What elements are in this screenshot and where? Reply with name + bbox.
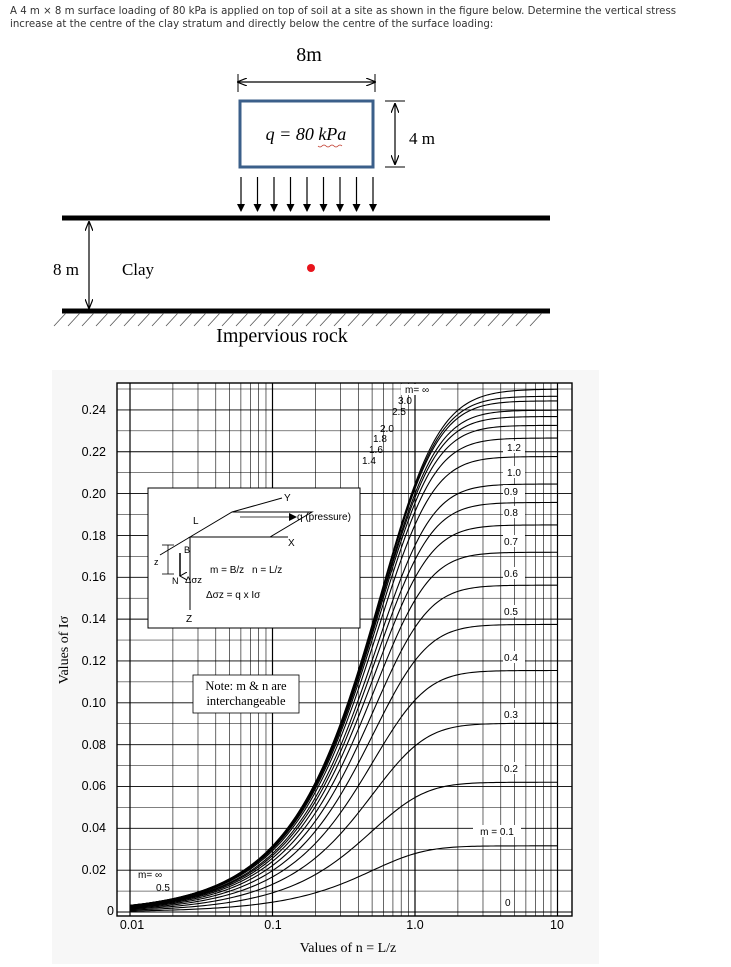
y-tick-label: 0 xyxy=(107,904,114,918)
hatch-line xyxy=(110,313,122,326)
hatch-line xyxy=(390,313,402,326)
y-tick-label: 0.10 xyxy=(81,696,106,710)
inset-pressure-label: q (pressure) xyxy=(297,512,351,523)
hatch-line xyxy=(530,313,542,326)
y-tick-label: 0.04 xyxy=(81,821,106,835)
inset-diagram xyxy=(148,488,360,628)
y-tick-label: 0.22 xyxy=(81,445,106,459)
stress-point-dot xyxy=(307,264,315,272)
curve-label: 1.8 xyxy=(373,434,387,445)
inset-point-label: N xyxy=(172,576,179,586)
depth-label: 4 m xyxy=(409,129,435,148)
hatch-line xyxy=(502,313,514,326)
inset-formula-stress: Δσz = q x Iσ xyxy=(206,590,261,601)
inset-formula-m: m = B/z xyxy=(210,565,245,576)
inset-depth-label: z xyxy=(154,557,159,567)
inset-stress-label: Δσz xyxy=(185,575,202,586)
x-tick-label: 10 xyxy=(550,918,564,932)
hatch-line xyxy=(488,313,500,326)
hatch-line xyxy=(124,313,136,326)
y-tick-label: 0.18 xyxy=(81,529,106,543)
hatch-line xyxy=(348,313,360,326)
hatch-line xyxy=(432,313,444,326)
width-label: 8m xyxy=(296,44,322,66)
hatch-line xyxy=(516,313,528,326)
curve-label: 0.2 xyxy=(504,764,518,775)
curve-label: 0.3 xyxy=(504,710,518,721)
rock-label: Impervious rock xyxy=(216,325,348,347)
hatch-line xyxy=(418,313,430,326)
hatch-line xyxy=(166,313,178,326)
curve-label: 1.2 xyxy=(507,443,521,454)
curve-label: 0.4 xyxy=(504,653,518,664)
y-tick-label: 0.24 xyxy=(81,403,106,417)
curve-label: 0.5 xyxy=(504,607,518,618)
curve-label: 0.5 xyxy=(156,883,170,894)
y-axis-title: Values of Iσ xyxy=(57,615,72,685)
y-tick-label: 0.14 xyxy=(81,612,106,626)
hatch-line xyxy=(54,313,66,326)
hatch-line xyxy=(460,313,472,326)
hatch-line xyxy=(68,313,80,326)
curve-label: 0.6 xyxy=(504,569,518,580)
influence-chart xyxy=(52,370,599,964)
hatch-line xyxy=(96,313,108,326)
hatch-line xyxy=(404,313,416,326)
clay-thickness-label: 8 m xyxy=(53,260,79,279)
note-line-2: interchangeable xyxy=(206,694,286,708)
inset-x-label: X xyxy=(288,538,295,549)
hatch-line xyxy=(180,313,192,326)
curve-label: 3.0 xyxy=(398,396,412,407)
hatch-line xyxy=(362,313,374,326)
inset-b-label: B xyxy=(184,545,191,555)
x-tick-label: 0.01 xyxy=(119,918,145,932)
y-tick-label: 0.20 xyxy=(81,487,106,501)
x-tick-label: 0.1 xyxy=(264,918,282,932)
x-axis-title: Values of n = L/z xyxy=(299,941,397,956)
hatch-line xyxy=(152,313,164,326)
curve-label: m= ∞ xyxy=(405,385,430,396)
load-figure xyxy=(53,44,550,347)
y-tick-label: 0.06 xyxy=(81,779,106,793)
y-tick-label: 0.12 xyxy=(81,654,106,668)
question-line-2: increase at the centre of the clay stratum and directly below the centre of the surface loading: xyxy=(10,19,494,30)
load-label: q = 80 kPa xyxy=(265,124,347,144)
inset-z-label: Z xyxy=(186,614,193,625)
hatch-line xyxy=(376,313,388,326)
curve-label: 1.0 xyxy=(507,468,521,479)
x-tick-label: 1.0 xyxy=(406,918,424,932)
curve-label: m = 0.1 xyxy=(480,827,514,838)
hatch-line xyxy=(194,313,206,326)
curve-label: 0.7 xyxy=(504,537,518,548)
load-arrows xyxy=(241,177,373,211)
curve-label: 0.9 xyxy=(504,487,518,498)
inset-y-label: Y xyxy=(284,493,291,504)
curve-label: 1.6 xyxy=(369,445,383,456)
y-tick-label: 0.16 xyxy=(81,570,106,584)
soil-label: Clay xyxy=(121,260,155,279)
hatch-line xyxy=(446,313,458,326)
y-tick-label: 0.02 xyxy=(81,863,106,877)
y-tick-label: 0.08 xyxy=(81,738,106,752)
note-box xyxy=(193,675,299,713)
curve-label: 2.5 xyxy=(392,407,406,418)
curve-label: 0.8 xyxy=(504,508,518,519)
inset-l-label: L xyxy=(193,516,199,527)
hatch-line xyxy=(138,313,150,326)
curve-label: 0 xyxy=(505,898,511,909)
hatch-line xyxy=(82,313,94,326)
curve-label: 1.4 xyxy=(362,456,376,467)
note-line-1: Note: m & n are xyxy=(205,679,287,693)
curve-label: m= ∞ xyxy=(138,870,163,881)
hatch-line xyxy=(474,313,486,326)
curve-label: 2.0 xyxy=(380,424,394,435)
question-line-1: A 4 m × 8 m surface loading of 80 kPa is applied on top of soil at a site as shown in the figure below. Determine the vertical stress xyxy=(10,6,677,17)
inset-formula-n: n = L/z xyxy=(252,565,283,576)
